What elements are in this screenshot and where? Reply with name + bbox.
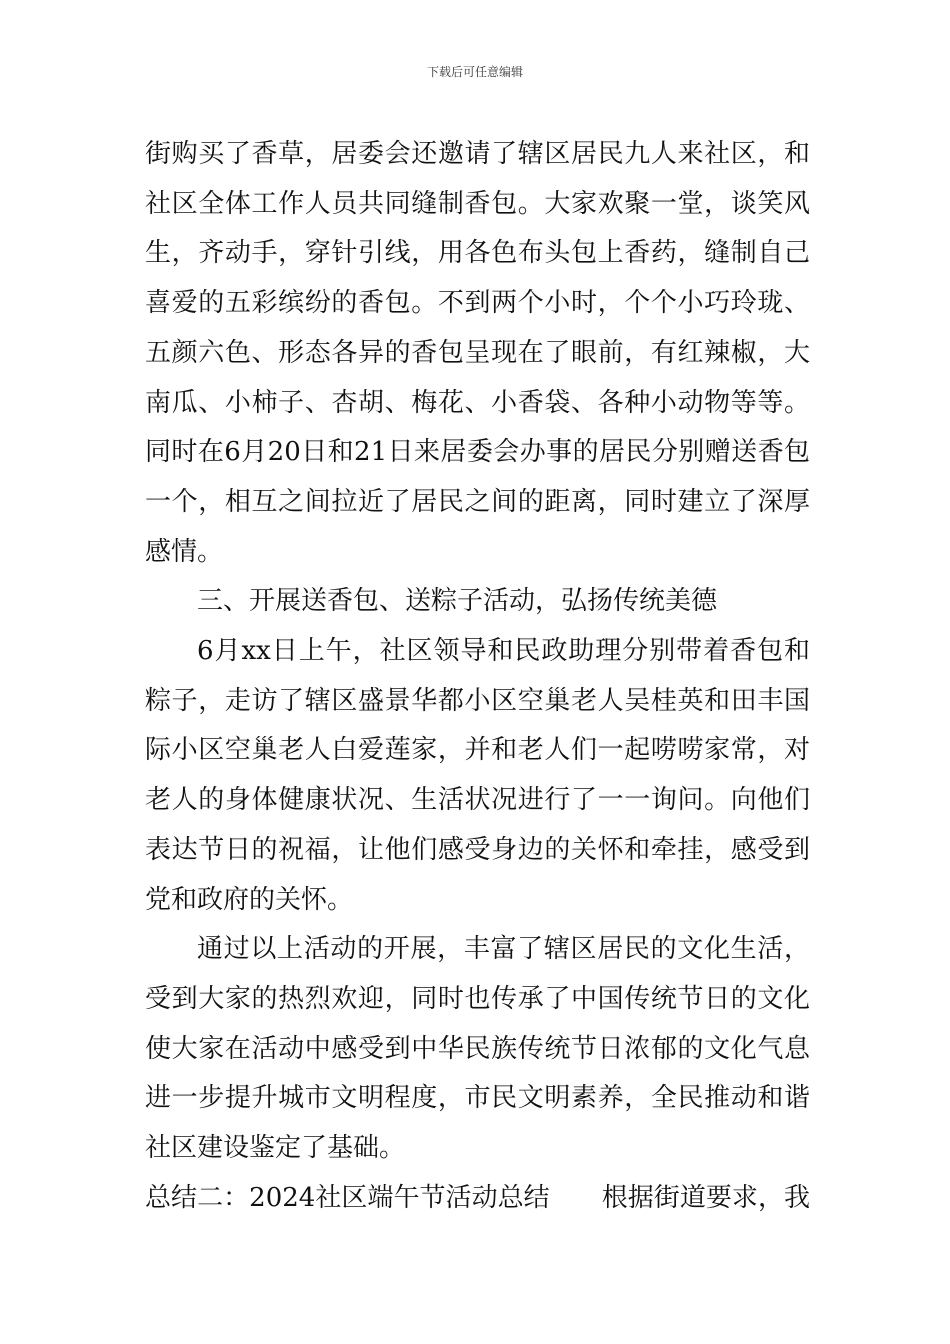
section-heading-three: 三、开展送香包、送粽子活动，弘扬传统美德	[197, 586, 718, 617]
document-body	[145, 130, 810, 1223]
paragraph-conclusion: 通过以上活动的开展，丰富了辖区居民的文化生活，受到大家的热烈欢迎，同时也传承了中国传统节日的文化使大家在活动中感受到中华民族传统节日浓郁的文化气息进一步提升城市文明程度，市民文明素养，全民推动和谐社区建设鉴定了基础。	[145, 934, 810, 1164]
page-header: 下载后可任意编辑	[426, 65, 523, 79]
paragraph-visit-elderly: 6月xx日上午，社区领导和民政助理分别带着香包和粽子，走访了辖区盛景华都小区空巢老人吴桂英和田丰国际小区空巢老人白爱莲家，并和老人们一起唠唠家常，对老人的身体健康状况、生活状况进行了一一询问。向他们表达节日的祝福，让他们感受身边的关怀和牵挂，感受到党和政府的关怀。	[145, 636, 810, 915]
summary-two-start: 根据街道要求，我	[601, 1182, 810, 1213]
summary-two-title: 总结二：2024社区端午节活动总结	[145, 1182, 550, 1213]
paragraph-incense-making: 街购买了香草，居委会还邀请了辖区居民九人来社区，和社区全体工作人员共同缝制香包。大家欢聚一堂，谈笑风生，齐动手，穿针引线，用各色布头包上香药，缝制自己喜爱的五彩缤纷的香包。不到两个小时，个个小巧玲珑、五颜六色、形态各异的香包呈现在了眼前，有红辣椒，大南瓜、小柿子、杏胡、梅花、小香袋、各种小动物等等。同时在6月20日和21日来居委会办事的居民分别赠送香包一个，相互之间拉近了居民之间的距离，同时建立了深厚感情。	[145, 139, 810, 567]
summary-two-line	[145, 1174, 810, 1224]
